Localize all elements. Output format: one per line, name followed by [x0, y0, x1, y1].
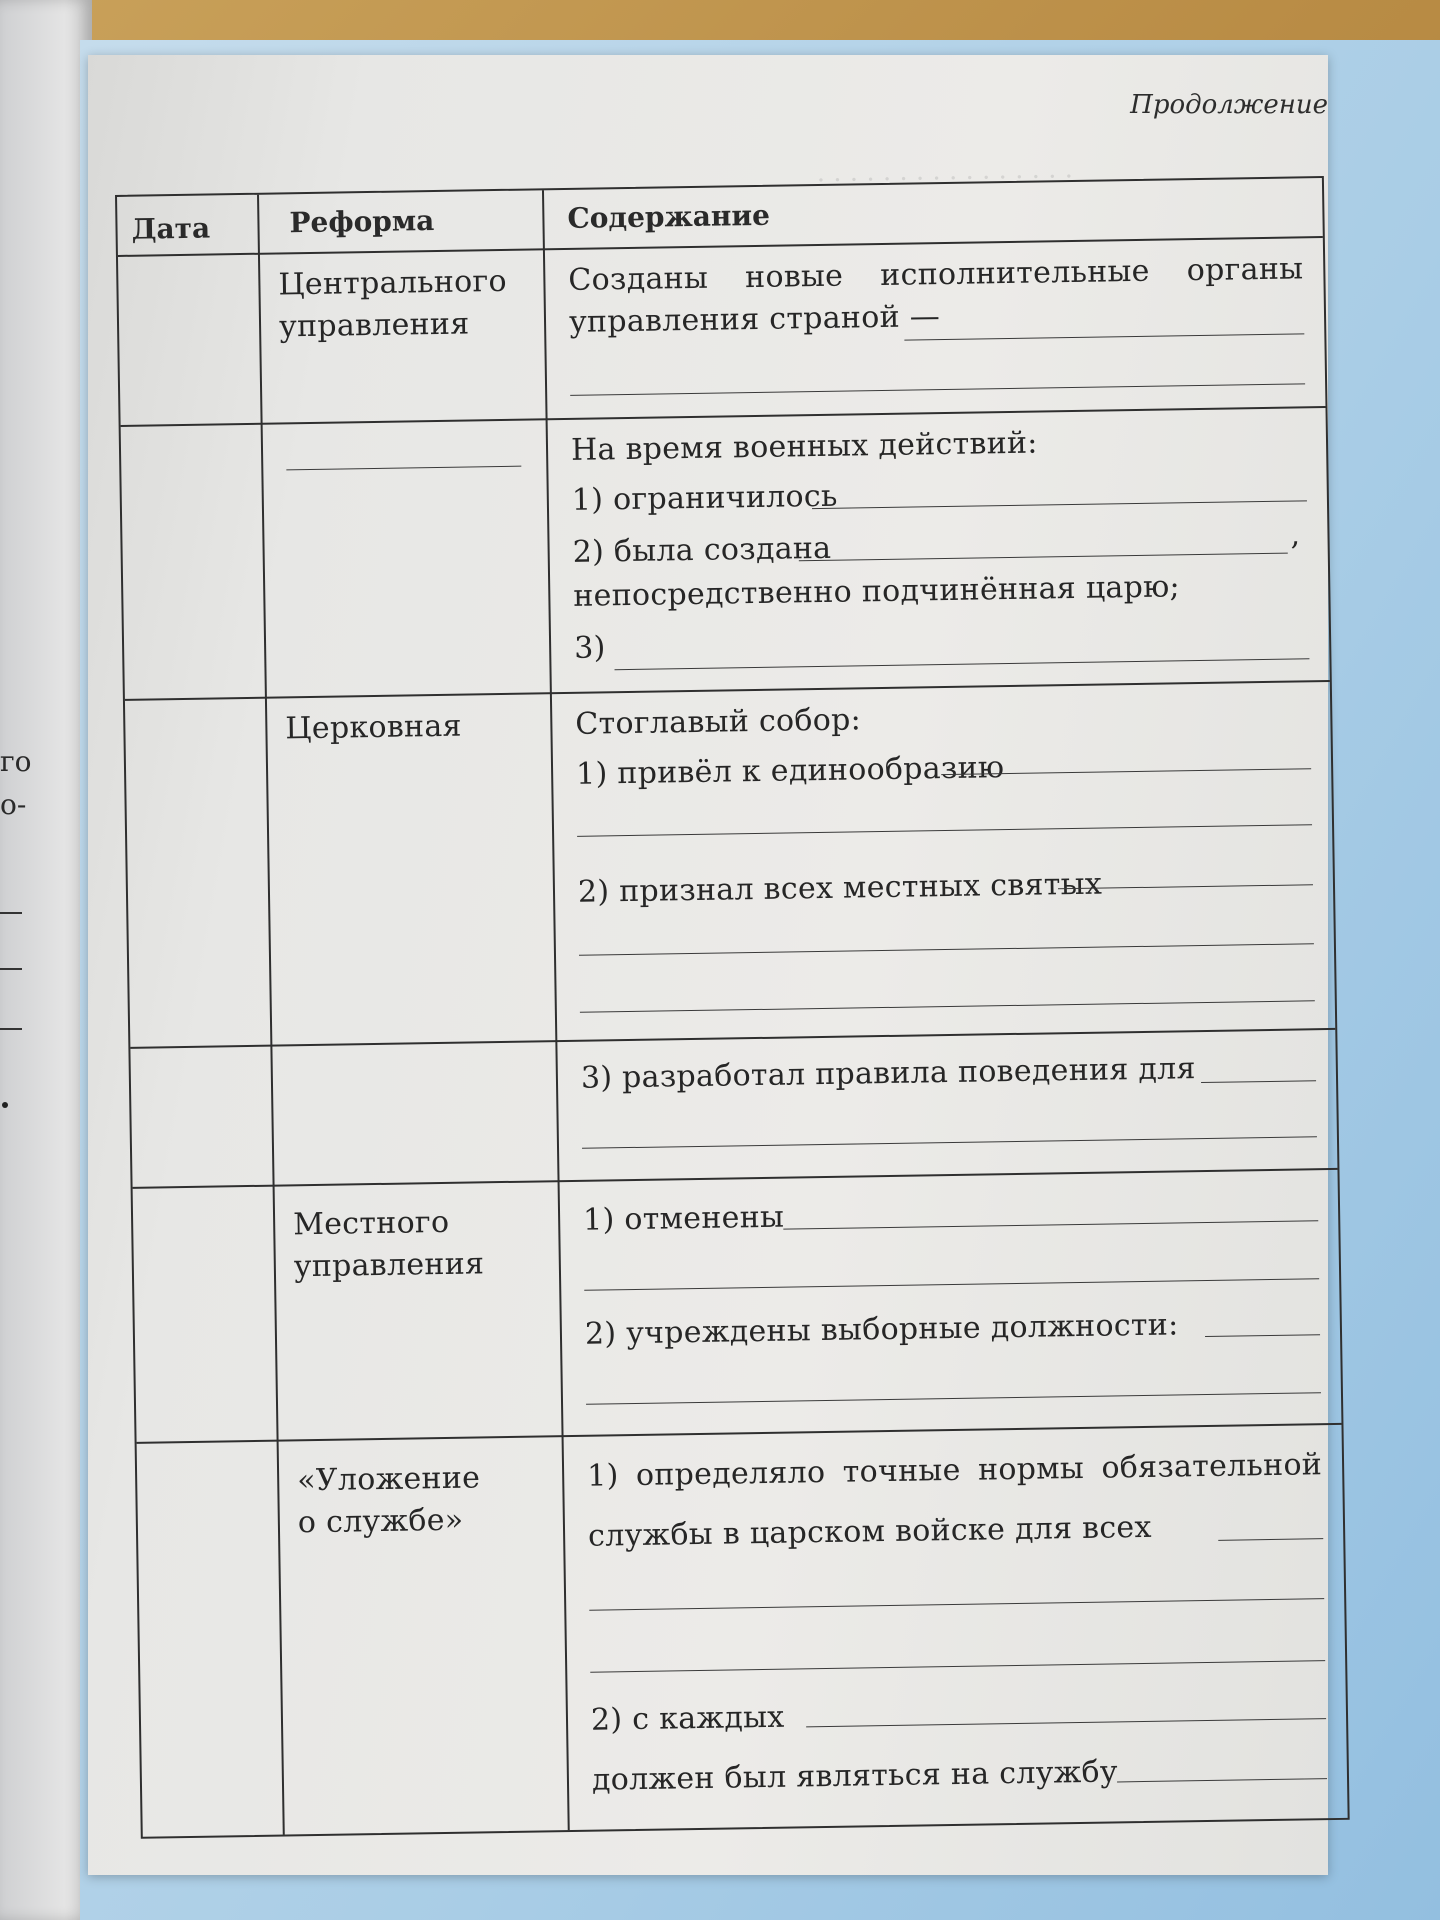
row-divider	[130, 1028, 1335, 1049]
column-divider	[542, 190, 570, 1830]
left-page-rule	[0, 968, 22, 970]
header-date: Дата	[131, 211, 211, 246]
row-divider	[133, 1168, 1338, 1189]
answer-line[interactable]	[582, 1136, 1317, 1149]
reform-answer-line[interactable]	[286, 466, 521, 471]
row-divider	[137, 1423, 1342, 1444]
reform-name: Местного управления	[292, 1204, 485, 1285]
answer-line[interactable]	[570, 383, 1305, 396]
content-text: 1) определяло точные нормы обязательной службы в царском войске для всех 2) с каждых должен был являться на службу	[586, 1447, 1323, 1798]
left-page-rule	[0, 1028, 22, 1030]
answer-line[interactable]	[579, 943, 1314, 956]
left-page-fragment: о-	[0, 788, 27, 821]
header-reform: Реформа	[289, 203, 435, 240]
content-text: На время военных действий: 1) ограничилось 2) была создана непосредственно подчинённая царю; 3)	[570, 425, 1181, 666]
content-text: Созданы новые исполнительные органы управления страной —	[568, 251, 1304, 340]
answer-line[interactable]	[586, 1392, 1321, 1405]
comma: ,	[1290, 517, 1301, 553]
content-text: Стоглавый собор: 1) привёл к единообразию 2) признал всех местных святых	[575, 702, 1103, 910]
left-page-edge	[0, 0, 92, 1920]
left-page-fragment: го	[0, 745, 32, 778]
content-text: 3) разработал правила поведения для	[580, 1051, 1196, 1096]
answer-line[interactable]	[580, 1000, 1315, 1013]
reform-name: «Уложение о службе»	[296, 1460, 481, 1541]
running-head: Продолжение	[1130, 90, 1328, 120]
left-page-rule	[0, 912, 22, 914]
reform-name: Церковная	[285, 708, 462, 747]
reform-name: Центрального управления	[278, 263, 508, 345]
reform-table: · · · · · · · · · · · · · · · · Дата Реформа Содержание Центрального управления Созданы новые исполнительные органы управления страной — На время военных действий: 1) ограничилось 2) была создана непосредственно подчинённая царю; 3) , Церковная Стоглавый собор: 1) привёл к единообразию 2) признал всех местных святых 3) разработал правила поведения для Местного управления 1) отменены 2) учреждены выборные должности: «Уложение о службе» 1) определяло точные нормы обязательной службы в царском войске для всех 2) с каждых должен был являться на службу	[115, 176, 1350, 1839]
header-content: Содержание	[567, 198, 771, 235]
content-text: 1) отменены 2) учреждены выборные должности:	[582, 1199, 1179, 1352]
column-divider	[257, 195, 285, 1835]
left-page-dot	[2, 1102, 8, 1108]
